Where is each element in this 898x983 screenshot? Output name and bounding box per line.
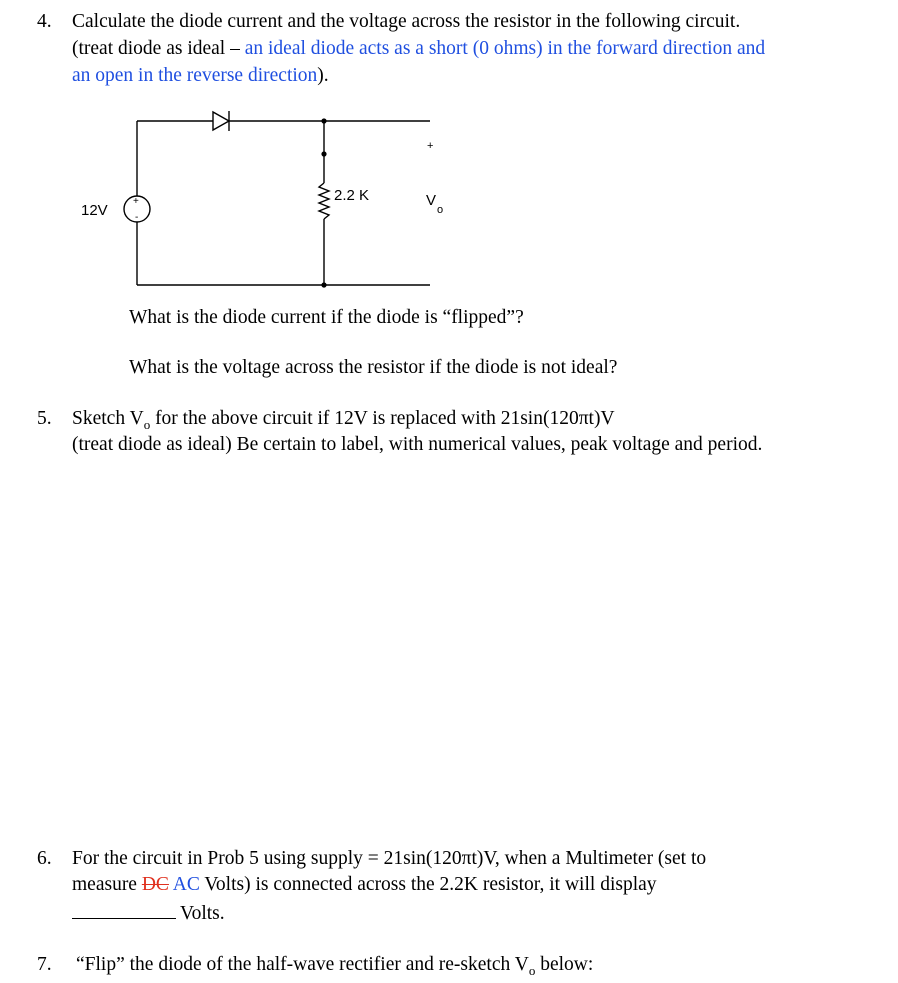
q4-subquestion-flipped: What is the diode current if the diode is “flipped”? bbox=[129, 307, 524, 328]
q4-text-line3-black: ). bbox=[317, 65, 329, 86]
q5-number: 5. bbox=[37, 408, 52, 429]
circuit-diagram bbox=[0, 0, 898, 300]
q7-text-a: “Flip” the diode of the half-wave rectifier and re-sketch V bbox=[76, 954, 529, 975]
q6-struck-dc: DC bbox=[141, 874, 169, 895]
output-plus: + bbox=[427, 140, 434, 152]
q7-text-b: below: bbox=[535, 954, 594, 975]
q4-text-line3-blue: an open in the reverse direction bbox=[72, 65, 318, 86]
q7-text-line1 bbox=[76, 953, 593, 983]
q6-unit: Volts. bbox=[180, 903, 225, 924]
junction-dot-top bbox=[321, 118, 326, 123]
q5-text-a: Sketch V bbox=[72, 408, 144, 429]
q5-text-subscript: o bbox=[143, 416, 151, 432]
output-label-subscript: o bbox=[437, 204, 444, 216]
answer-blank[interactable] bbox=[72, 900, 176, 919]
q4-text-line1: Calculate the diode current and the voltage across the resistor in the following circuit. bbox=[72, 11, 741, 32]
diode-symbol bbox=[213, 111, 229, 131]
q6-text-line2-a: measure bbox=[72, 874, 142, 895]
junction-dot-bottom bbox=[321, 282, 326, 287]
q5-text-b: for the above circuit if 12V is replaced with 21sin(120πt)V bbox=[150, 408, 615, 429]
source-minus: - bbox=[135, 212, 139, 223]
q4-text-line2-blue: an ideal diode acts as a short (0 ohms) in the forward direction and bbox=[244, 38, 766, 59]
source-label: 12V bbox=[81, 202, 108, 219]
output-label: V bbox=[426, 192, 437, 209]
terminal-dot bbox=[321, 151, 326, 156]
resistor-zigzag bbox=[319, 183, 329, 219]
q4-text-line2-black: (treat diode as ideal – bbox=[72, 38, 245, 59]
resistor-label: 2.2 K bbox=[334, 187, 370, 204]
q6-text-line2 bbox=[72, 873, 657, 897]
q7-text-subscript: o bbox=[528, 962, 536, 978]
q4-number: 4. bbox=[37, 11, 52, 32]
q6-text-line1: For the circuit in Prob 5 using supply = 21sin(120πt)V, when a Multimeter (set to bbox=[72, 848, 707, 869]
q6-text-line2-b: Volts) is connected across the 2.2K resistor, it will display bbox=[199, 874, 657, 895]
q5-text-line2: (treat diode as ideal) Be certain to label, with numerical values, peak voltage and period. bbox=[72, 434, 763, 455]
q6-number: 6. bbox=[37, 848, 52, 869]
source-plus: + bbox=[133, 196, 139, 207]
q6-ac-text: AC bbox=[168, 874, 200, 895]
q6-text-line3 bbox=[72, 900, 225, 926]
q4-subquestion-not-ideal: What is the voltage across the resistor if the diode is not ideal? bbox=[129, 357, 618, 378]
q7-number: 7. bbox=[37, 954, 52, 975]
